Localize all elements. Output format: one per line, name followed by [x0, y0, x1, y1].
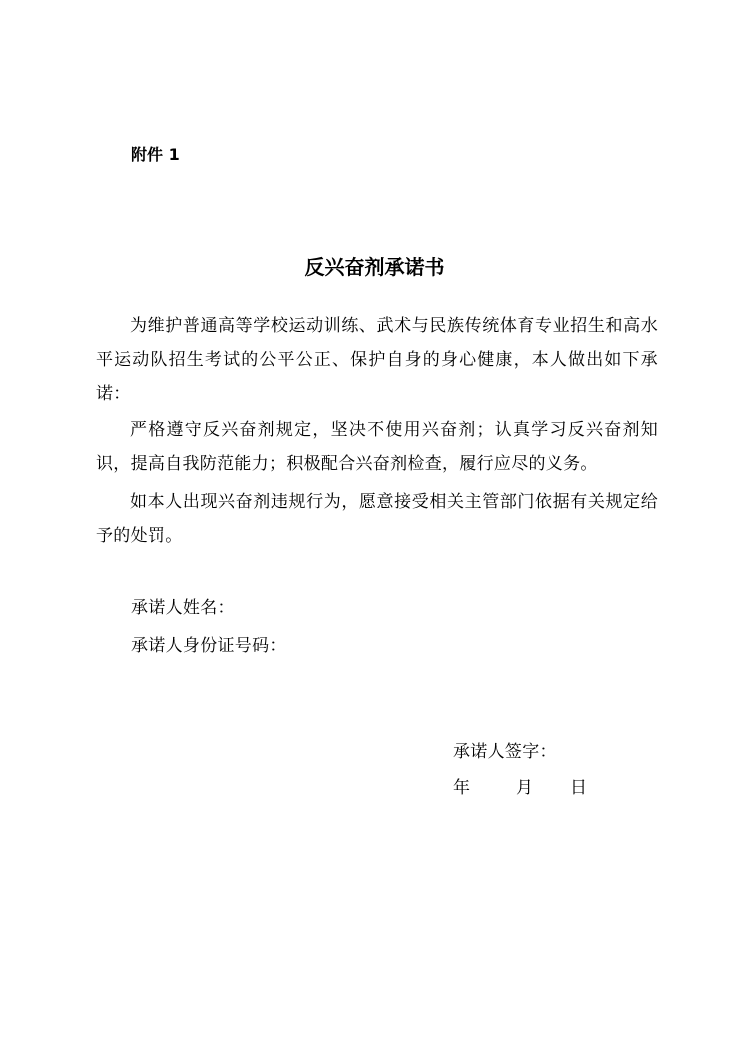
signature-label: 承诺人签字：	[453, 742, 557, 762]
date-year-label: 年	[453, 778, 470, 798]
attachment-label: 附件 1	[131, 145, 180, 164]
date-month-label: 月	[516, 778, 533, 798]
paragraph-purpose: 为维护普通高等学校运动训练、武术与民族传统体育专业招生和高水平运动队招生考试的公平公正、保护自身的身心健康，本人做出如下承诺：	[96, 316, 658, 404]
paragraph-commitment: 严格遵守反兴奋剂规定，坚决不使用兴奋剂；认真学习反兴奋剂知识，提高自我防范能力；积极配合兴奋剂检查，履行应尽的义务。	[96, 420, 658, 474]
date-day-label: 日	[570, 778, 587, 798]
name-field-label: 承诺人姓名：	[131, 598, 235, 618]
document-title: 反兴奋剂承诺书	[304, 255, 445, 279]
id-number-field-label: 承诺人身份证号码：	[131, 636, 287, 656]
paragraph-penalty: 如本人出现兴奋剂违规行为，愿意接受相关主管部门依据有关规定给予的处罚。	[96, 492, 658, 546]
